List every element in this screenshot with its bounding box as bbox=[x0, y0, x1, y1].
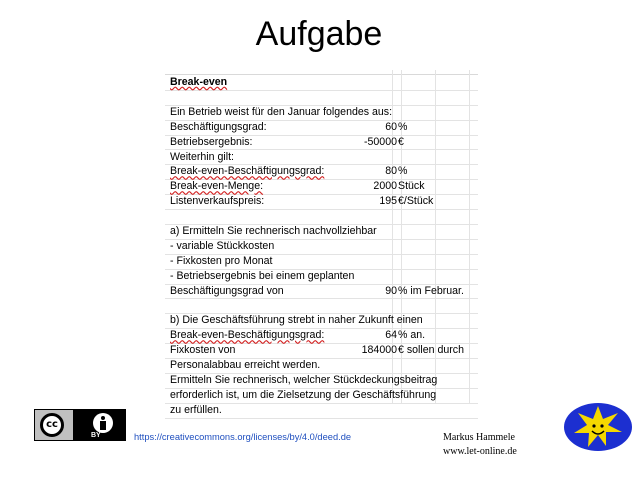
by-label: BY bbox=[91, 432, 101, 439]
cc-by-license-badge bbox=[34, 409, 126, 441]
sheet-row bbox=[165, 239, 478, 255]
sheet-cell-text: erforderlich ist, um die Zielsetzung der Geschäftsführung bbox=[170, 388, 437, 401]
sheet-cell-unit: % bbox=[398, 165, 408, 178]
sheet-cell-unit: Stück bbox=[398, 180, 425, 193]
sheet-cell-value: 184000 bbox=[361, 344, 397, 357]
sheet-cell-value: 60 bbox=[385, 120, 397, 133]
sheet-row bbox=[165, 313, 478, 329]
sheet-row bbox=[165, 90, 478, 106]
sheet-row bbox=[165, 358, 478, 374]
sheet-row bbox=[165, 164, 478, 180]
sheet-cell-text: Break-even bbox=[170, 76, 228, 88]
sheet-cell-text: Break-even-Beschäftigungsgrad: bbox=[170, 165, 325, 178]
sheet-cell-text: Betriebsergebnis: bbox=[170, 135, 253, 148]
sheet-cell-text: Weiterhin gilt: bbox=[170, 150, 234, 163]
sheet-cell-text: - variable Stückkosten bbox=[170, 239, 275, 252]
creative-commons-icon: cc bbox=[40, 413, 64, 437]
sheet-cell-text: Break-even-Beschäftigungsgrad: bbox=[170, 329, 325, 342]
sheet-cell-unit: % bbox=[398, 120, 408, 133]
sheet-cell-text: Personalabbau erreicht werden. bbox=[170, 359, 321, 372]
sheet-cell-unit: € sollen durch bbox=[398, 344, 464, 357]
sheet-row bbox=[165, 373, 478, 389]
smiling-star-logo-icon bbox=[562, 402, 634, 452]
sheet-cell-text: zu erfüllen. bbox=[170, 403, 222, 416]
sheet-cell-text: Break-even-Menge: bbox=[170, 180, 264, 193]
person-head-shape bbox=[101, 416, 105, 420]
sheet-cell-text: - Fixkosten pro Monat bbox=[170, 254, 273, 267]
sheet-row bbox=[165, 194, 478, 210]
sheet-cell-text: Ein Betrieb weist für den Januar folgendes aus: bbox=[170, 105, 393, 118]
sheet-row bbox=[165, 75, 478, 91]
sheet-cell-text: Listenverkaufspreis: bbox=[170, 195, 265, 208]
sheet-row bbox=[165, 150, 478, 166]
sheet-cell-text: Beschäftigungsgrad von bbox=[170, 284, 284, 297]
sheet-row bbox=[165, 120, 478, 136]
sheet-cell-value: 90 bbox=[385, 284, 397, 297]
author-block bbox=[443, 431, 517, 459]
sheet-cell-unit: € bbox=[398, 135, 404, 148]
sheet-cell-text: Beschäftigungsgrad: bbox=[170, 120, 267, 133]
sheet-cell-unit: % an. bbox=[398, 329, 426, 342]
sheet-cell-unit: % im Februar. bbox=[398, 284, 464, 297]
sheet-row bbox=[165, 299, 478, 315]
sheet-cell-text: - Betriebsergebnis bei einem geplanten bbox=[170, 269, 355, 282]
sheet-row bbox=[165, 209, 478, 225]
sheet-cell-unit: €/Stück bbox=[398, 195, 434, 208]
sheet-row bbox=[165, 269, 478, 285]
logo-eye-left bbox=[592, 424, 595, 427]
sheet-row bbox=[165, 388, 478, 404]
sheet-row bbox=[165, 403, 478, 419]
sheet-row bbox=[165, 343, 478, 359]
author-name: Markus Hammele bbox=[443, 432, 515, 443]
sheet-row bbox=[165, 254, 478, 270]
license-link[interactable]: https://creativecommons.org/licenses/by/4.0/deed.de bbox=[134, 432, 352, 442]
sheet-cell-text: Ermitteln Sie rechnerisch, welcher Stückdeckungsbeitrag bbox=[170, 374, 438, 386]
sheet-cell-text: Fixkosten von bbox=[170, 344, 236, 357]
attribution-person-icon bbox=[93, 413, 113, 433]
sheet-row bbox=[165, 179, 478, 195]
sheet-cell-value: 80 bbox=[385, 165, 397, 178]
sheet-row bbox=[165, 135, 478, 151]
sheet-row bbox=[165, 224, 478, 240]
sheet-cell-value: -50000 bbox=[364, 135, 397, 148]
sheet-cell-text: a) Ermitteln Sie rechnerisch nachvollziehbar bbox=[170, 225, 377, 237]
sheet-row bbox=[165, 328, 478, 344]
author-website[interactable]: www.let-online.de bbox=[443, 446, 517, 457]
sheet-cell-value: 195 bbox=[379, 195, 397, 208]
sheet-cell-value: 64 bbox=[385, 329, 397, 342]
slide-title: Aufgabe bbox=[255, 15, 383, 53]
badge-dark-panel bbox=[73, 410, 125, 440]
sheet-cell-text: b) Die Geschäftsführung strebt in naher Zukunft einen bbox=[170, 314, 423, 327]
person-body-shape bbox=[100, 421, 106, 430]
logo-eye-right bbox=[600, 424, 603, 427]
sheet-row bbox=[165, 105, 478, 121]
spreadsheet-image bbox=[165, 70, 478, 416]
sheet-row bbox=[165, 284, 478, 300]
sheet-cell-value: 2000 bbox=[373, 180, 397, 193]
